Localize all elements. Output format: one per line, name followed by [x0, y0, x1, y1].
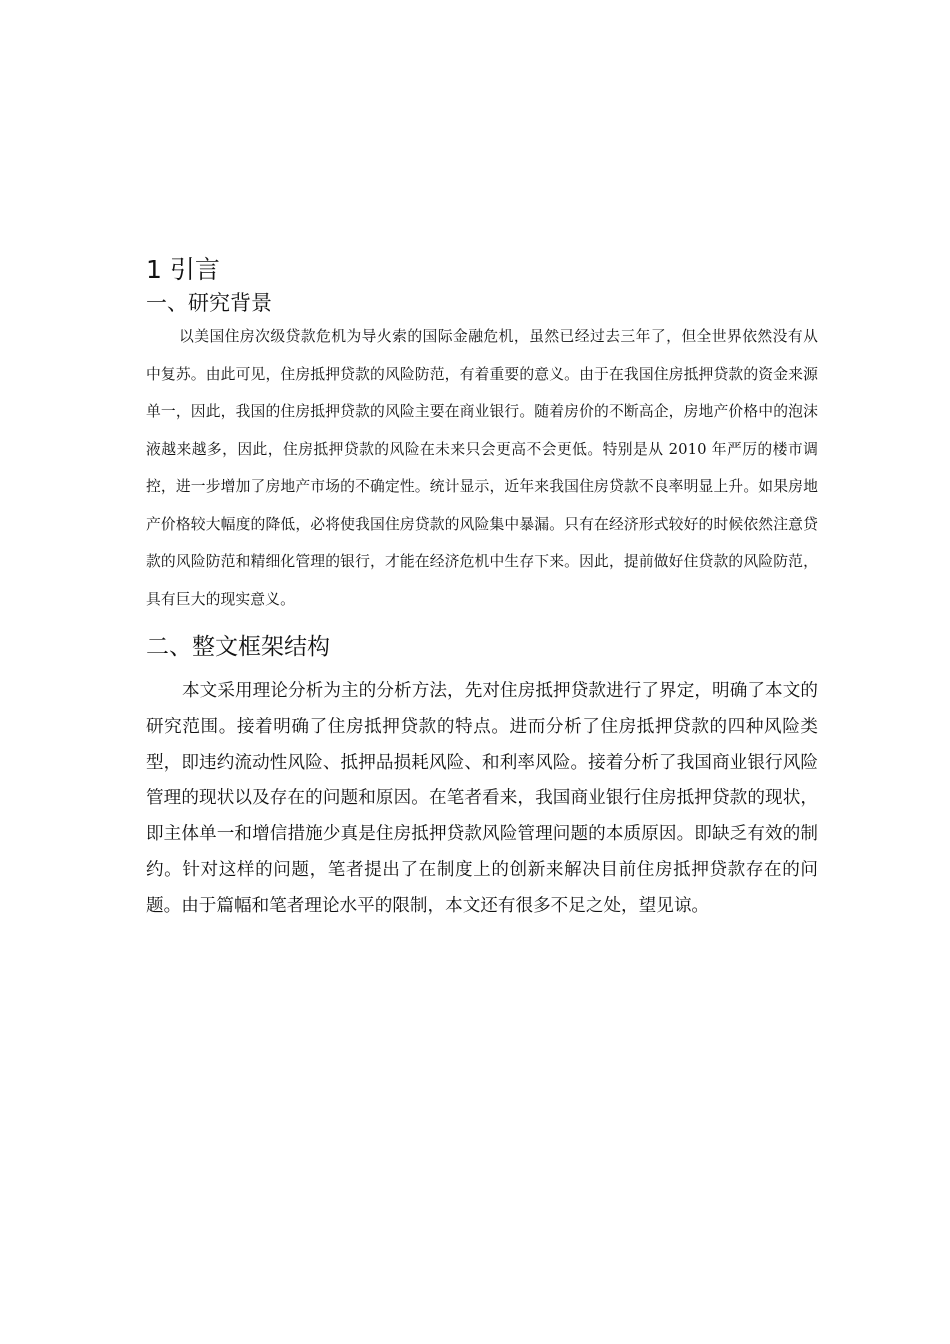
paragraph-framework: 本文采用理论分析为主的分析方法，先对住房抵押贷款进行了界定，明确了本文的研究范围。接着明确了住房抵押贷款的特点。进而分析了住房抵押贷款的四种风险类型，即违约流动性风险、抵押品损耗风险、和利率风险。接着分析了我国商业银行风险管理的现状以及存在的问题和原因。在笔者看来，我国商业银行住房抵押贷款的现状，即主体单一和增信措施少真是住房抵押贷款风险管理问题的本质原因。即缺乏有效的制约。针对这样的问题，笔者提出了在制度上的创新来解决目前住房抵押贷款存在的问题。由于篇幅和笔者理论水平的限制，本文还有很多不足之处，望见谅。 [146, 681, 818, 916]
page-content [146, 252, 818, 925]
paragraph-research-background: 以美国住房次级贷款危机为导火索的国际金融危机，虽然已经过去三年了，但全世界依然没有从中复苏。由此可见，住房抵押贷款的风险防范，有着重要的意义。由于在我国住房抵押贷款的资金来源单一，因此，我国的住房抵押贷款的风险主要在商业银行。随着房价的不断高企，房地产价格中的泡沫液越来越多，因此，住房抵押贷款的风险在未来只会更高不会更低。特别是从 2010 年严厉的楼市调控，进一步增加了房地产市场的不确定性。统计显示，近年来我国住房贷款不良率明显上升。如果房地产价格较大幅度的降低，必将使我国住房贷款的风险集中暴漏。只有在经济形式较好的时候依然注意贷款的风险防范和精细化管理的银行，才能在经济危机中生存下来。因此，提前做好住贷款的风险防范，具有巨大的现实意义。 [146, 328, 818, 608]
section-title-framework: 二、整文框架结构 [146, 634, 330, 660]
chapter-title: 1 引言 [146, 255, 220, 284]
section-title-research-background: 一、研究背景 [146, 291, 272, 315]
